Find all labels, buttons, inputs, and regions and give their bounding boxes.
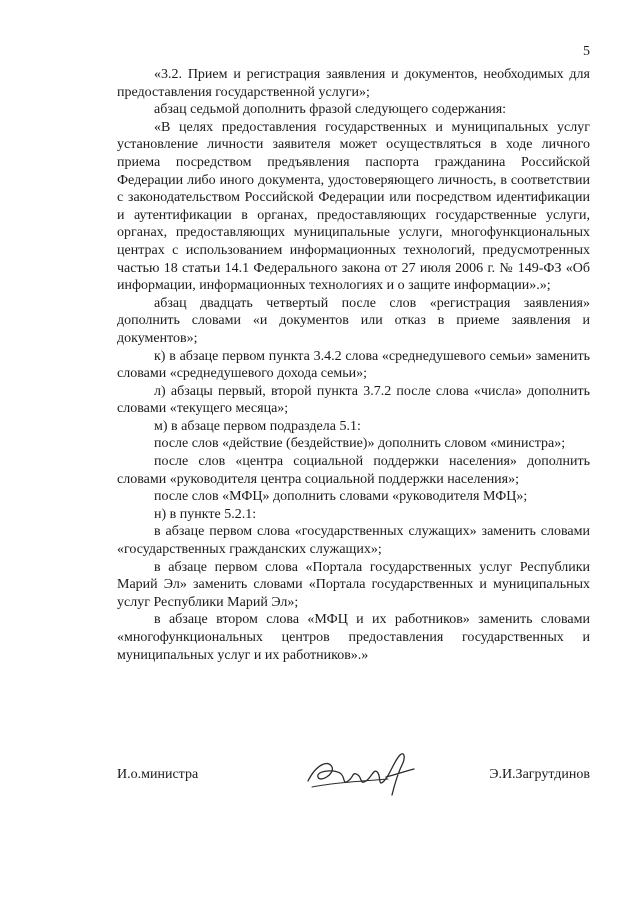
signature-block [117, 755, 590, 795]
paragraph-n-2: в абзаце первом слова «Портала государственных услуг Республики Марий Эл» заменить словами «Портала государственных и муниципальных услуг Республики Марий Эл»; [117, 559, 590, 610]
paragraph-k: к) в абзаце первом пункта 3.4.2 слова «среднедушевого семьи» заменить словами «среднедушевого дохода семьи»; [117, 348, 590, 382]
paragraph-n: н) в пункте 5.2.1: [154, 506, 257, 522]
paragraph-m: м) в абзаце первом подраздела 5.1: [154, 418, 361, 434]
handwritten-signature [302, 747, 422, 799]
document-body [117, 66, 590, 664]
paragraph-n-3: в абзаце втором слова «МФЦ и их работников» заменить словами «многофункциональных центров предоставления государственных и муниципальных услуг и их работников».» [117, 612, 590, 663]
paragraph-abzac-24: абзац двадцать четвертый после слов «регистрация заявления» дополнить словами «и документов или отказ в приеме заявления и документов»; [117, 295, 590, 346]
paragraph-identity-verification: «В целях предоставления государственных и муниципальных услуг установление личности заявителя может осуществляться в ходе личного приема посредством предъявления паспорта гражданина Российской Федерации либо иного документа, удостоверяющего личность, в соответствии с законодательством Российской Федерации или посредством идентификации и аутентификации в органах, предоставляющих государственные услуги, органах, предоставляющих муниципальные услуги, многофункциональных центрах с использованием информационных технологий, предусмотренных частью 18 статьи 14.1 Федерального закона от 27 июля 2006 г. № 149-ФЗ «Об информации, информационных технологиях и о защите информации».»; [117, 119, 590, 294]
paragraph-m-3: после слов «МФЦ» дополнить словами «руководителя МФЦ»; [154, 489, 528, 505]
paragraph-l: л) абзацы первый, второй пункта 3.7.2 после слова «числа» дополнить словами «текущего месяца»; [117, 383, 590, 417]
paragraph-amendment-intro: абзац седьмой дополнить фразой следующего содержания: [154, 102, 507, 118]
signatory-name: Э.И.Загрутдинов [489, 767, 590, 782]
paragraph-n-1: в абзаце первом слова «государственных служащих» заменить словами «государственных гражданских служащих»; [117, 524, 590, 558]
page-number: 5 [583, 44, 590, 59]
paragraph-item-3-2: «3.2. Прием и регистрация заявления и документов, необходимых для предоставления государственной услуги»; [117, 67, 590, 100]
signatory-title: И.о.министра [117, 767, 199, 782]
paragraph-m-1: после слов «действие (бездействие)» дополнить словом «министра»; [154, 436, 566, 452]
paragraph-m-2: после слов «центра социальной поддержки населения» дополнить словами «руководителя центра социальной поддержки населения»; [117, 454, 590, 487]
